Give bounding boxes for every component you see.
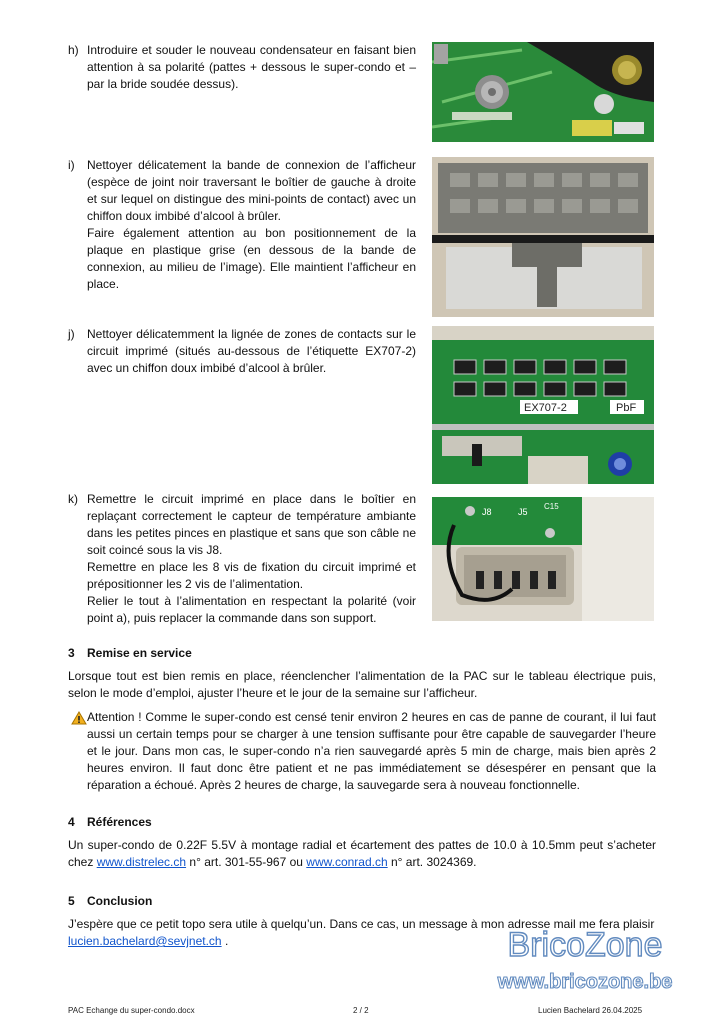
conrad-link[interactable]: www.conrad.ch bbox=[306, 855, 388, 869]
watermark-url: www.bricozone.be bbox=[497, 971, 673, 993]
section-4-heading bbox=[68, 815, 152, 829]
pcb-pbf-text: PbF bbox=[616, 402, 637, 414]
warning-block bbox=[68, 709, 656, 794]
bricozone-watermark bbox=[470, 922, 700, 998]
step-letter: k) bbox=[68, 492, 78, 506]
references-text: n° art. 3024369. bbox=[387, 855, 477, 869]
section-5-heading bbox=[68, 894, 152, 908]
section-title: Remise en service bbox=[87, 646, 192, 660]
references-text: n° art. 301-55-967 ou bbox=[186, 855, 307, 869]
step-letter: i) bbox=[68, 158, 75, 172]
pcb-label-text: EX707-2 bbox=[524, 402, 567, 414]
step-j bbox=[68, 326, 416, 377]
step-paragraph: Nettoyer délicatement la bande de connexion de l’afficheur (espèce de joint noir traversant le boîtier de gauche à droite et sur lequel on distingue des mini-points de contact) avec un chiffon doux imbibé d’alcool à brûler. bbox=[87, 158, 416, 223]
section-4-text bbox=[68, 837, 656, 871]
section-number: 5 bbox=[68, 894, 75, 908]
step-paragraph: Relier le tout à l’alimentation en respectant la polarité (voir point a), puis replacer la commande dans son support. bbox=[87, 594, 416, 625]
section-title: Conclusion bbox=[87, 894, 153, 908]
footer-author-date: Lucien Bachelard 26.04.2025 bbox=[538, 1006, 643, 1015]
photo-pcb-contacts bbox=[432, 326, 654, 484]
pcb-c15-text: C15 bbox=[544, 502, 559, 511]
step-letter: j) bbox=[68, 327, 75, 341]
references-text: Un super-condo de 0.22F 5.5V à montage radial et écartement des pattes de 10.0 à 10.5mm peut s’acheter chez bbox=[68, 838, 656, 869]
step-paragraph: Remettre le circuit imprimé en place dans le boîtier en replaçant correctement le capteur de température ambiante dans les petites pinces en plastique et sans que son câble ne soit coincé sous la vis J8. bbox=[87, 492, 416, 557]
step-paragraph: Faire également attention au bon positionnement de la plaque en plastique grise (en dessous de la bande de connexion, au milieu de l’image). Elle maintient l’afficheur en place. bbox=[87, 226, 416, 291]
watermark-brand: BricoZone bbox=[507, 926, 663, 964]
section-title: Références bbox=[87, 815, 152, 829]
distrelec-link[interactable]: www.distrelec.ch bbox=[96, 855, 187, 869]
step-letter: h) bbox=[68, 43, 79, 57]
warning-text: Attention ! Comme le super-condo est censé tenir environ 2 heures en cas de panne de courant, il lui faut aussi un certain temps pour se charger à une tension suffisante pour être capable de sauvegarder l’heure et le jour. Dans mon cas, le super-condo n’a rien sauvegardé après 5 min de charge, mais bien après 2 heures environ. Il faut donc être patient et ne pas immédiatement se désespérer en pensant que la réparation a échoué. Après 2 heures de charge, la sauvegarde sera à nouveau fonctionnelle. bbox=[87, 710, 656, 792]
footer-filename: PAC Echange du super-condo.docx bbox=[68, 1006, 195, 1015]
conclusion-text: J’espère que ce petit topo sera utile à quelqu’un. Dans ce cas, un message à mon adresse mail me fera plaisir bbox=[68, 917, 655, 931]
footer-page-number: 2 / 2 bbox=[353, 1006, 369, 1015]
pcb-j8-text: J8 bbox=[482, 507, 492, 517]
step-paragraph: Remettre en place les 8 vis de fixation du circuit imprimé et prépositionner les 2 vis de l’alimentation. bbox=[87, 560, 416, 591]
section-3-paragraph: Lorsque tout est bien remis en place, réenclencher l’alimentation de la PAC sur le tableau électrique puis, selon le mode d’emploi, ajuster l’heure et le jour de la semaine sur l’afficheur. bbox=[68, 669, 656, 700]
section-3-text bbox=[68, 668, 656, 702]
photo-power-connector bbox=[432, 497, 654, 621]
section-number: 4 bbox=[68, 815, 75, 829]
email-link[interactable]: lucien.bachelard@sevjnet.ch bbox=[68, 934, 222, 948]
step-i bbox=[68, 157, 416, 293]
step-h bbox=[68, 42, 416, 93]
warning-icon bbox=[71, 711, 87, 725]
step-paragraph: Nettoyer délicatemment la lignée de zones de contacts sur le circuit imprimé (situés au-dessous de l’étiquette EX707-2) avec un chiffon doux imbibé d’alcool à brûler. bbox=[87, 327, 416, 375]
section-3-heading bbox=[68, 646, 192, 660]
photo-supercap-solder bbox=[432, 42, 654, 142]
step-paragraph: Introduire et souder le nouveau condensateur en faisant bien attention à sa polarité (pattes + dessous le super-condo et – par la bride soudée dessus). bbox=[87, 43, 416, 91]
conclusion-suffix: . bbox=[221, 934, 229, 948]
photo-display-connector bbox=[432, 157, 654, 317]
section-number: 3 bbox=[68, 646, 75, 660]
pcb-j5-text: J5 bbox=[518, 507, 528, 517]
step-k bbox=[68, 491, 416, 627]
